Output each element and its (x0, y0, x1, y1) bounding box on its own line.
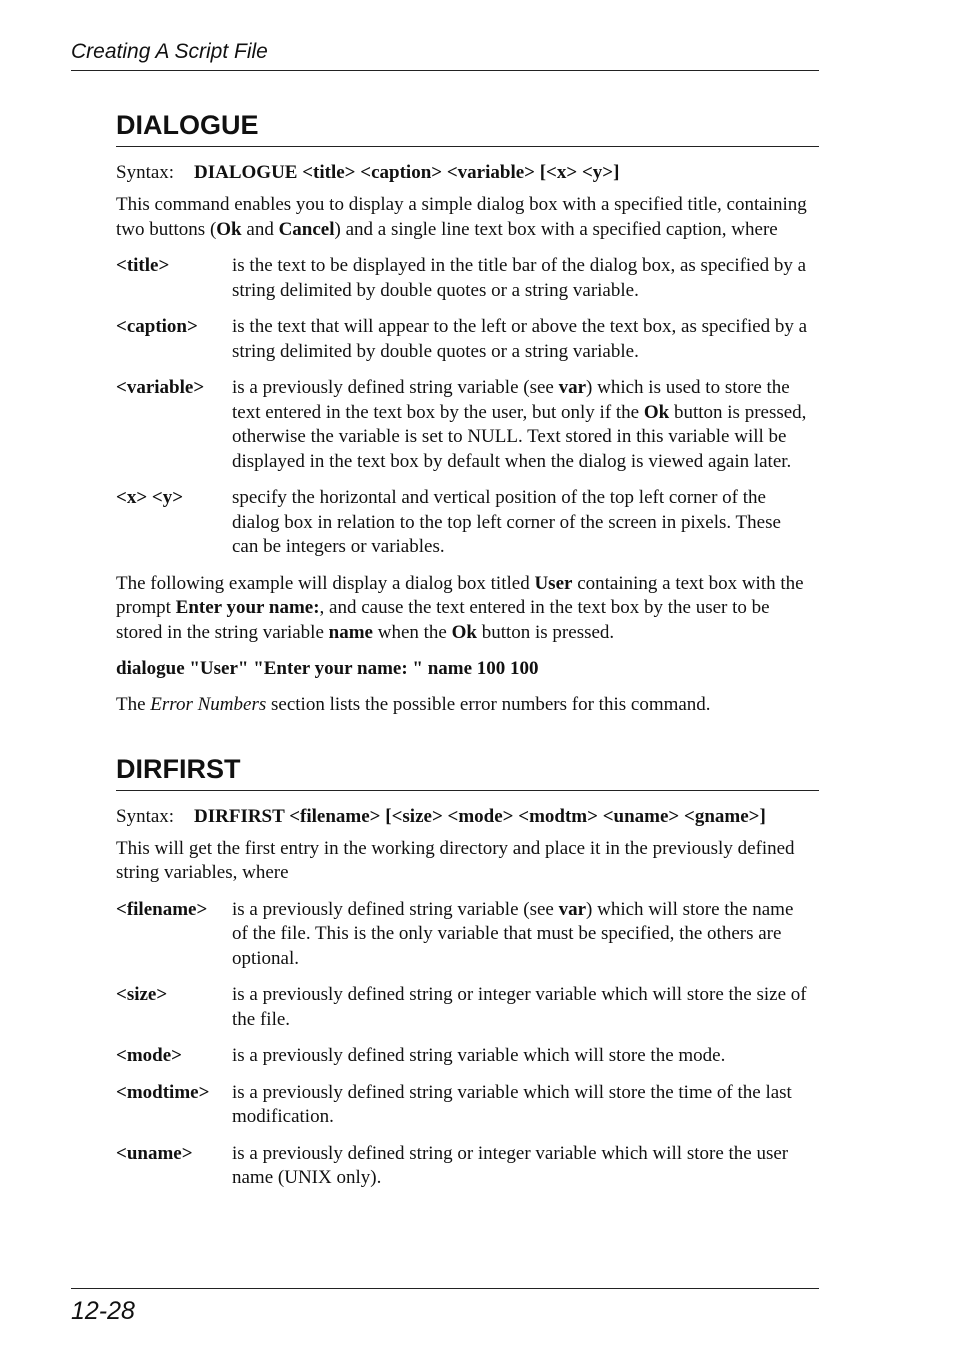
param-description (232, 898, 812, 972)
param-term: <filename> (116, 898, 208, 920)
param-definition (116, 486, 819, 560)
bold-run: Ok (451, 621, 477, 643)
text-run: containing a text box with the prompt (116, 572, 804, 618)
text-run: when the (372, 621, 452, 643)
param-definition (116, 1142, 819, 1191)
param-definition (116, 983, 819, 1032)
param-description: is a previously defined string or integer variable which will store the user name (UNIX only). (232, 1142, 789, 1188)
syntax-command: DIALOGUE <title> <caption> <variable> [<x> <y>] (194, 162, 620, 183)
bold-run: var (558, 377, 587, 398)
bold-run: Ok (216, 218, 242, 240)
param-definition (116, 254, 819, 303)
running-header: Creating A Script File (71, 40, 268, 63)
param-definition (116, 1044, 819, 1069)
footer-rule (71, 1288, 819, 1289)
param-description (232, 376, 812, 474)
example-paragraph (116, 572, 819, 646)
param-description: is a previously defined string variable which will store the time of the last modification. (232, 1081, 792, 1127)
syntax-line (116, 805, 819, 829)
text-run: is a previously defined string variable (see (232, 377, 559, 398)
page-number: 12-28 (71, 1297, 135, 1325)
text-run: and (241, 218, 279, 240)
param-definition (116, 376, 819, 474)
param-term: <size> (116, 984, 168, 1005)
param-definition (116, 1081, 819, 1130)
param-description: specify the horizontal and vertical position of the top left corner of the dialog box in relation to the top left corner of the screen in pixels. These can be integers or variables. (232, 487, 781, 557)
bold-run: Ok (643, 401, 670, 423)
param-term: <mode> (116, 1045, 182, 1066)
header-rule (71, 70, 819, 71)
text-run: section lists the possible error numbers for this command. (266, 694, 711, 715)
param-term: <x> <y> (116, 487, 184, 508)
param-term: <variable> (116, 377, 205, 398)
italic-run: Error Numbers (150, 694, 267, 715)
text-run: ) and a single line text box with a specified caption, where (334, 218, 778, 240)
text-run: , and cause the text entered in the text box by the user to be stored in the string variable (116, 597, 770, 643)
param-term: <modtime> (116, 1081, 210, 1103)
text-run: is a previously defined string variable (see (232, 898, 559, 920)
param-description: is the text that will appear to the left or above the text box, as specified by a string delimited by double quotes or a string variable. (232, 316, 808, 362)
bold-run: User (534, 572, 573, 594)
text-run: ) which will store the name of the file. This is the only variable that must be specified, the others are optional. (232, 898, 794, 969)
section-dialogue (116, 108, 819, 718)
error-numbers-note (116, 693, 819, 718)
bold-run: var (558, 898, 587, 920)
param-description: is a previously defined string or integer variable which will store the size of the file. (232, 984, 807, 1030)
syntax-command: DIRFIRST <filename> [<size> <mode> <modtm> <uname> <gname>] (194, 805, 766, 827)
param-term: <caption> (116, 316, 198, 337)
param-term: <title> (116, 255, 170, 276)
bold-run: Cancel (278, 218, 335, 240)
intro-paragraph (116, 193, 819, 242)
bold-run: name (328, 621, 373, 643)
bold-run: Enter your name: (175, 597, 320, 618)
param-definition (116, 315, 819, 364)
section-title: DIRFIRST (116, 752, 819, 791)
param-description: is a previously defined string variable which will store the mode. (232, 1045, 726, 1066)
param-description: is the text to be displayed in the title bar of the dialog box, as specified by a string delimited by double quotes or a string variable. (232, 255, 807, 301)
intro-paragraph: This will get the first entry in the working directory and place it in the previously defined string variables, where (116, 837, 795, 883)
text-run: button is pressed, otherwise the variable is set to NULL. Text stored in this variable will be displayed in the text box by default when the dialog is viewed again later. (232, 401, 807, 472)
text-run: This command enables you to display a simple dialog box with a specified title, containing two buttons ( (116, 194, 807, 240)
section-dirfirst (116, 752, 819, 1191)
page-content (116, 108, 819, 1203)
text-run: The following example will display a dialog box titled (116, 572, 535, 594)
text-run: The (116, 694, 151, 715)
text-run: button is pressed. (476, 621, 615, 643)
text-run: ) which is used to store the text entered in the text box by the user, but only if the (232, 377, 790, 423)
section-title: DIALOGUE (116, 108, 819, 147)
param-term: <uname> (116, 1142, 193, 1164)
syntax-label: Syntax: (116, 162, 175, 183)
code-example: dialogue "User" "Enter your name: " name 100 100 (116, 658, 539, 679)
syntax-line (116, 161, 819, 185)
syntax-label: Syntax: (116, 805, 175, 827)
param-definition (116, 898, 819, 972)
